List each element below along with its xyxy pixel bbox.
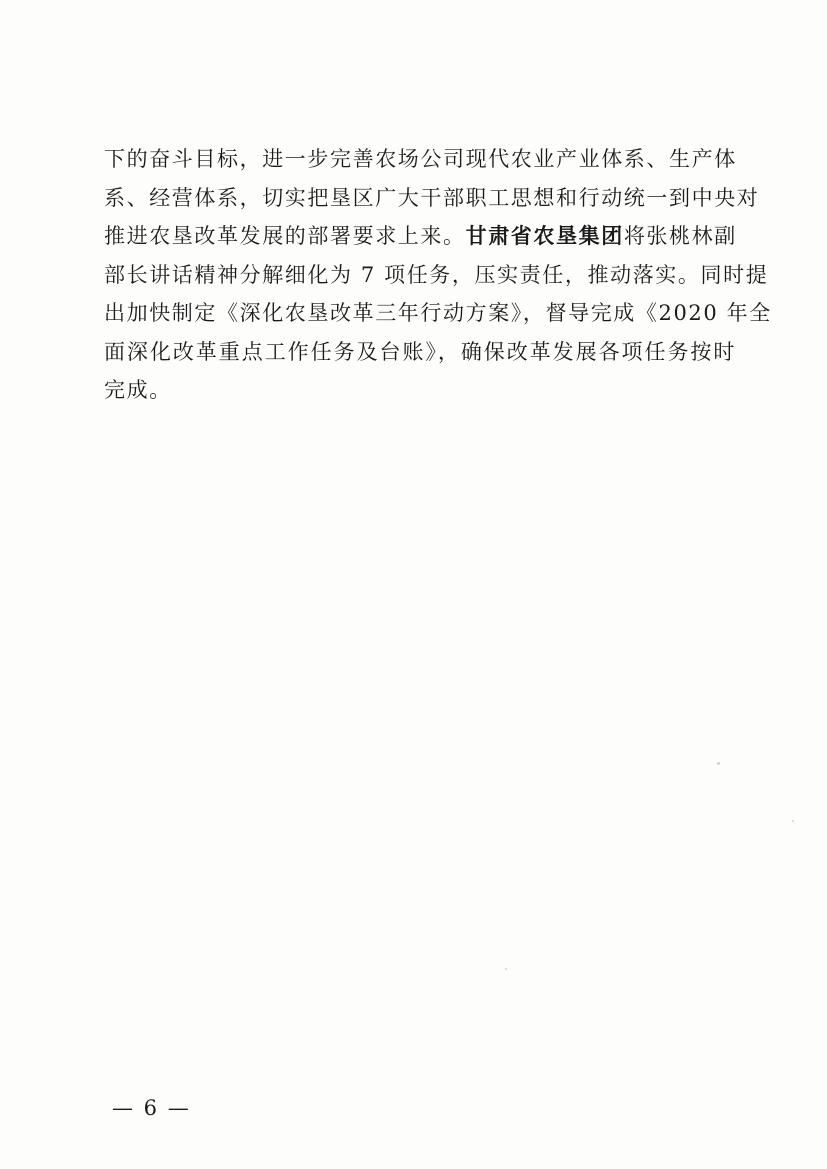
scan-speck — [505, 968, 507, 970]
text-line-5: 出加快制定《深化农垦改革三年行动方案》，督导完成《2020 年全 — [104, 301, 772, 325]
page-number: — 6 — — [112, 1096, 191, 1120]
text-line-7: 完成。 — [104, 378, 172, 402]
body-paragraph — [104, 140, 772, 410]
text-line-3-part-1: 推进农垦改革发展的部署要求上来。 — [104, 224, 466, 248]
scan-speck — [717, 762, 720, 765]
scan-speck — [792, 820, 794, 822]
text-line-3 — [104, 217, 736, 256]
bold-org-name: 甘肃省农垦集团 — [465, 224, 624, 248]
text-line-6: 面深化改革重点工作任务及台账》，确保改革发展各项任务按时 — [104, 339, 736, 364]
text-line-3-part-2: 将张桃林副 — [623, 224, 737, 248]
text-line-2: 系、经营体系，切实把垦区广大干部职工思想和行动统一到中央对 — [104, 185, 760, 210]
text-line-1: 下的奋斗目标，进一步完善农场公司现代农业产业体系、生产体 — [104, 147, 737, 171]
text-line-4: 部长讲话精神分解细化为 7 项任务，压实责任，推动落实。同时提 — [104, 262, 769, 287]
